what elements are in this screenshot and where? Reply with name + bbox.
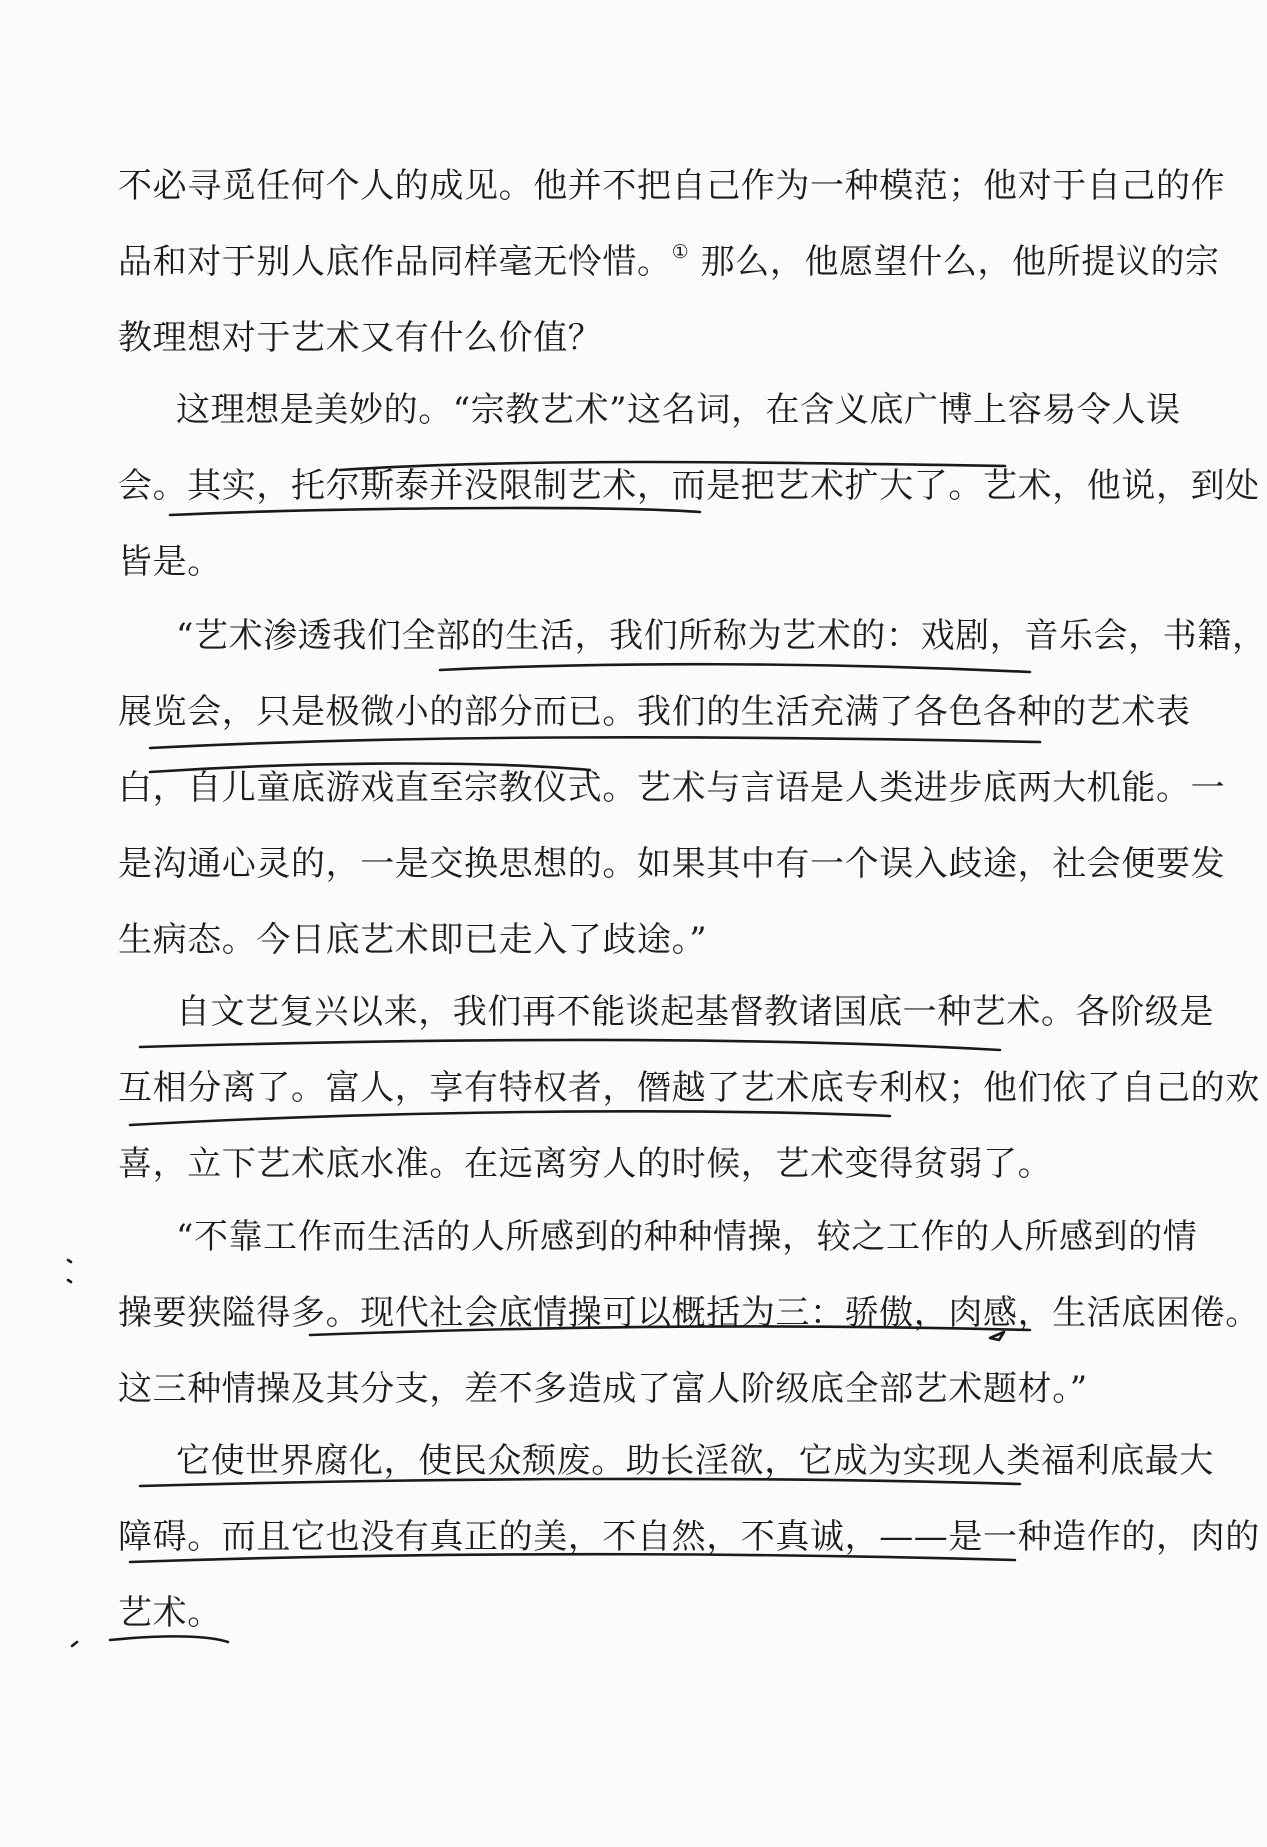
underline-stroke	[310, 1327, 1030, 1335]
text-line: 它使世界腐化，使民众颓废。助长淫欲，它成为实现人类福利底最大	[176, 1441, 1214, 1481]
underline-stroke	[170, 508, 700, 515]
text-line: 自文艺复兴以来，我们再不能谈起基督教诸国底一种艺术。各阶级是	[176, 992, 1214, 1032]
underline-stroke	[110, 1636, 228, 1642]
text-line: “不靠工作而生活的人所感到的种种情操，较之工作的人所感到的情	[176, 1217, 1198, 1257]
text-segment: 品和对于别人底作品同样毫无怜惜。	[118, 242, 672, 282]
text-line: 这三种情操及其分支，差不多造成了富人阶级底全部艺术题材。”	[118, 1369, 1088, 1409]
text-line: 艺术。	[118, 1593, 222, 1633]
underline-stroke	[150, 764, 590, 773]
text-line: 操要狭隘得多。现代社会底情操可以概括为三：骄傲，肉感，生活底困倦。	[118, 1293, 1260, 1333]
text-line: 不必寻觅任何个人的成见。他并不把自己作为一种模范；他对于自己的作	[118, 166, 1226, 206]
text-line: 喜，立下艺术底水准。在远离穷人的时候，艺术变得贫弱了。	[118, 1144, 1053, 1184]
footnote-marker[interactable]: ①	[671, 241, 690, 263]
underline-stroke	[130, 1554, 1015, 1562]
text-line: 会。其实，托尔斯泰并没限制艺术，而是把艺术扩大了。艺术，他说，到处	[118, 466, 1260, 506]
text-line: 障碍。而且它也没有真正的美，不自然，不真诚，——是一种造作的，肉的	[118, 1517, 1260, 1557]
text-line: 展览会，只是极微小的部分而已。我们的生活充满了各色各种的艺术表	[118, 692, 1191, 732]
text-line: “艺术渗透我们全部的生活，我们所称为艺术的：戏剧，音乐会，书籍，	[176, 616, 1267, 656]
text-segment: 那么，他愿望什么，他所提议的宗	[689, 242, 1220, 282]
text-line: 生病态。今日底艺术即已走入了歧途。”	[118, 920, 708, 960]
text-line: 皆是。	[118, 542, 222, 582]
text-line: 是沟通心灵的，一是交换思想的。如果其中有一个误入歧途，社会便要发	[118, 844, 1226, 884]
ink-mark	[990, 1332, 1004, 1340]
underline-stroke	[140, 1479, 1020, 1486]
ink-mark	[68, 1260, 71, 1282]
underline-stroke	[150, 737, 1040, 748]
text-line: 白，自儿童底游戏直至宗教仪式。艺术与言语是人类进步底两大机能。一	[118, 768, 1226, 808]
underline-stroke	[130, 1111, 890, 1125]
ink-mark	[72, 1642, 77, 1646]
text-line: 这理想是美妙的。“宗教艺术”这名词，在含义底广博上容易令人误	[176, 390, 1181, 430]
underline-stroke	[140, 1040, 1000, 1050]
text-line: 互相分离了。富人，享有特权者，僭越了艺术底专利权；他们依了自己的欢	[118, 1068, 1260, 1108]
underline-stroke	[440, 664, 1030, 672]
text-line: 教理想对于艺术又有什么价值？	[118, 318, 603, 358]
underline-stroke	[340, 462, 1005, 470]
